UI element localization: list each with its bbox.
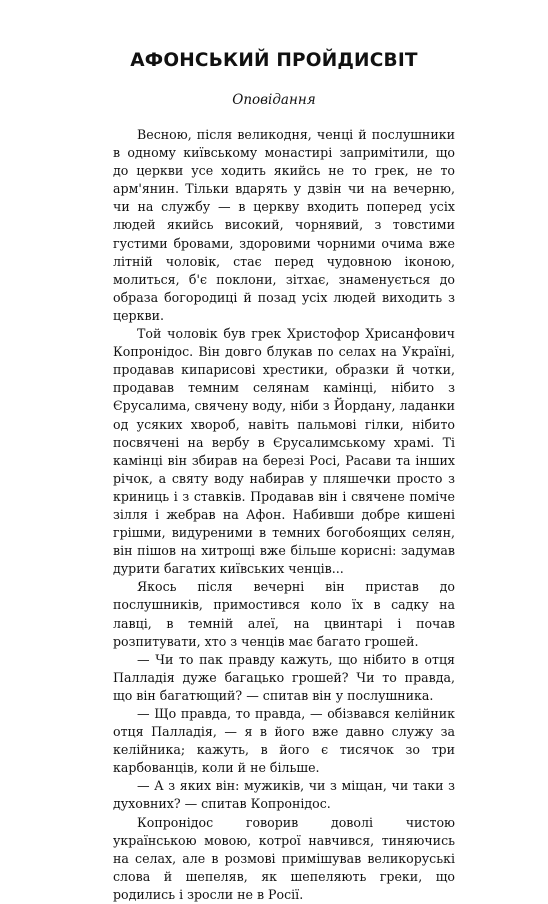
story-body bbox=[113, 126, 455, 904]
story-title: АФОНСЬКИЙ ПРОЙДИСВІТ bbox=[130, 50, 418, 71]
story-subtitle: Оповідання bbox=[232, 92, 316, 108]
paragraph-7: Копронідос говорив доволі чистою українською мовою, котрої навчився, тиняючись на селах, але в розмові примішував великоруські слова й шепеляв, як шепеляють греки, що родились і зросли не в Росії. bbox=[113, 814, 455, 902]
paragraph-4: — Чи то пак правду кажуть, що нібито в отця Палладія дуже багацько грошей? Чи то правда, що він багатющий? — спитав він у послушника. bbox=[113, 651, 455, 703]
paragraph-3: Якось після вечерні він пристав до послушників, примостився коло їх в садку на лавці, в темній алеї, на цвинтарі і почав розпитувати, хто з ченців має багато грошей. bbox=[113, 579, 455, 649]
paragraph-6: — А з яких він: мужиків, чи з міщан, чи таки з духовних? — спитав Копронідос. bbox=[113, 778, 455, 812]
paragraph-1: Весною, після великодня, ченці й послушники в одному київському монастирі запримітили, що до церкви усе ходить якийсь не то грек, не то арм'янин. Тільки вдарять у дзвін чи на вечерню, чи на службу — в церкву входить поперед усіх людей якийсь високий, чорнявий, з товстими густими бровами, здоровими чорними очима вже літній чоловік, стає перед чудовною іконою, молиться, б'є поклони, зітхає, знаменується до образа богородиці й позад усіх людей виходить з церкви. bbox=[113, 127, 455, 323]
paragraph-5: — Що правда, то правда, — обізвався келійник отця Палладія, — я в його вже давно служу за келійника; кажуть, в його є тисячок зо три карбованців, коли й не більше. bbox=[113, 706, 455, 776]
paragraph-2: Той чоловік був грек Христофор Хрисанфович Копронідос. Він довго блукав по селах на Україні, продавав кипарисові хрестики, образки й чотки, продавав темним селянам камінці, нібито з Єрусалима, свячену воду, ніби з Йордану, ладанки од усяких хвороб, навіть пальмові гілки, нібито посвячені на вербу в Єрусалимському храмі. Ті камінці він збирав на березі Росі, Расави та інших річок, а святу воду набирав у пляшечки просто з криниць і з ставків. Продавав він і свячене поміче зілля і жебрав на Афон. Набивши добре кишені грішми, видуреними в темних богобоящих селян, він пішов на хитрощі вже більше корисні: задумав дурити багатих київських ченців... bbox=[113, 326, 455, 577]
